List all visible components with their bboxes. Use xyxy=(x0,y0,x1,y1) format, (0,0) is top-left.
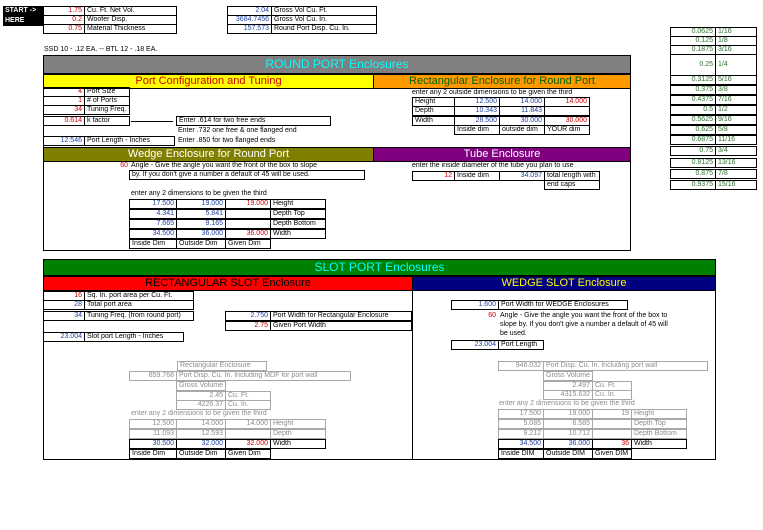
k-factor-input[interactable]: 0.614 xyxy=(43,116,85,126)
fraction-label: 5/8 xyxy=(715,125,757,135)
slot-col-inside: Inside Dim xyxy=(129,449,177,459)
fraction-label: 1/4 xyxy=(715,54,757,76)
rect-inside-cell: 10.343 xyxy=(454,106,500,116)
fraction-decimal: 0.8125 xyxy=(670,158,716,168)
fraction-decimal: 0.5625 xyxy=(670,115,716,125)
wedge-col-given: Given Dim xyxy=(225,239,271,249)
slot-inside-cell: 30.500 xyxy=(129,439,177,449)
wslot-outside-cell: 19.000 xyxy=(543,409,593,419)
wedge-port-length-label: Port Length xyxy=(498,340,544,350)
wslot-given-cell[interactable]: 19 xyxy=(592,409,632,419)
fraction-decimal: 0.6875 xyxy=(670,135,716,145)
fraction-label: 7/16 xyxy=(715,95,757,105)
start-here-badge xyxy=(3,6,43,26)
wslot-outside-cell: 10.712 xyxy=(543,429,593,439)
wslot-row-label: Depth Top xyxy=(631,419,687,429)
fraction-decimal: 0.125 xyxy=(670,36,716,46)
wedge-row-label: Width xyxy=(270,229,326,239)
slot-gross-label: Gross Volume xyxy=(176,381,226,391)
fraction-decimal: 0.375 xyxy=(670,85,716,95)
wedge-row-label: Depth Top xyxy=(270,209,326,219)
fraction-decimal: 0.75 xyxy=(670,146,716,156)
fraction-label: 1/16 xyxy=(715,27,757,37)
gross-vol-in-value: 3684.7456 xyxy=(227,15,272,25)
fraction-label: 1/8 xyxy=(715,36,757,46)
wedge-given-cell[interactable] xyxy=(225,209,271,219)
woofer-disp-input[interactable]: 0.2 xyxy=(43,15,85,25)
wedge-gross-label: Gross Volume xyxy=(543,371,593,381)
wedge-slot-title: WEDGE SLOT Enclosure xyxy=(412,276,716,291)
slot-given-cell[interactable]: 14.000 xyxy=(225,419,271,429)
wedge-given-cell[interactable]: 19.000 xyxy=(225,199,271,209)
wedge-inside-cell: 7.665 xyxy=(129,219,177,229)
fraction-decimal: 0.25 xyxy=(670,54,716,76)
rect-row-label: Depth xyxy=(412,106,455,116)
tube-length-label-2: end caps xyxy=(544,180,600,190)
wedge-disp-value: 946.032 xyxy=(498,361,544,371)
woofer-disp-label: Woofer Disp. xyxy=(84,15,177,25)
slot-given-cell[interactable] xyxy=(225,429,271,439)
rect-slot-title: RECTANGULAR SLOT Enclosure xyxy=(43,276,413,291)
port-width-value: 2.750 xyxy=(225,311,271,321)
wslot-given-cell[interactable]: 36 xyxy=(592,439,632,449)
fraction-label: 3/8 xyxy=(715,85,757,95)
slot-outside-cell: 32.000 xyxy=(176,439,226,449)
fraction-label: 7/8 xyxy=(715,169,757,179)
wedge-row-label: Height xyxy=(270,199,326,209)
fraction-label: 1/2 xyxy=(715,105,757,115)
tuning-freq-label: Tuning Freq. xyxy=(84,105,130,115)
wedge-outside-cell: 36.000 xyxy=(176,229,226,239)
slot-inside-cell: 12.500 xyxy=(129,419,177,429)
k-factor-arrow xyxy=(131,121,173,122)
tube-title: Tube Enclosure xyxy=(373,147,631,162)
wedge-port-length-value: 23.004 xyxy=(451,340,499,350)
wslot-col-given: Given DIM xyxy=(592,449,632,459)
wslot-inside-cell: 17.500 xyxy=(498,409,544,419)
slot-tuning-value: 34 xyxy=(43,311,85,321)
rect-row-label: Width xyxy=(412,116,455,126)
wedge-col-inside: Inside Dim xyxy=(129,239,177,249)
fraction-decimal: 0.9375 xyxy=(670,180,716,190)
wedge-slot-note-1: Angle - Give the angle you want the front of the box to xyxy=(500,312,668,319)
wedge-given-cell[interactable] xyxy=(225,219,271,229)
rect-round-note: enter any 2 outside dimensions to be given the third xyxy=(412,89,573,96)
wslot-given-cell[interactable] xyxy=(592,429,632,439)
given-port-width-input[interactable]: 2.75 xyxy=(225,321,271,331)
fraction-label: 13/16 xyxy=(715,158,757,168)
round-port-disp-value: 157.573 xyxy=(227,24,272,34)
fraction-label: 15/16 xyxy=(715,180,757,190)
wslot-row-label: Height xyxy=(631,409,687,419)
slot-port-title: SLOT PORT Enclosures xyxy=(43,259,716,276)
k-factor-label: k factor xyxy=(84,116,130,126)
wedge-angle-note-1: Angle - Give the angle you want the front of the box to slope xyxy=(131,162,318,169)
wslot-inside-cell: 9.212 xyxy=(498,429,544,439)
wedge-inside-cell: 4.341 xyxy=(129,209,177,219)
fraction-label: 3/16 xyxy=(715,45,757,55)
wedge-given-cell[interactable]: 36.000 xyxy=(225,229,271,239)
port-area-per-ft-input[interactable]: 16 xyxy=(43,291,85,301)
wedge-slot-note-3: be used. xyxy=(500,330,527,337)
slot-col-given: Given Dim xyxy=(225,449,271,459)
slot-gross-in-label: Cu. In. xyxy=(225,400,271,410)
wedge-gross-ft-value: 2.497 xyxy=(543,381,593,391)
wedge-gross-ft-label: Cu. Ft. xyxy=(592,381,632,391)
slot-length-value: 23.004 xyxy=(43,332,85,342)
slot-length-label: Slot port Length - Inches xyxy=(84,332,184,342)
net-volume-label: Cu. Ft. Net Vol. xyxy=(84,6,177,16)
wedge-angle-note-2: by. If you don't give a number a default of 45 will be used. xyxy=(129,170,365,180)
wedge-angle-input[interactable]: 60 xyxy=(120,162,128,169)
wslot-row-label: Depth Bottom xyxy=(631,429,687,439)
rect-col-inside: Inside dim xyxy=(454,125,500,135)
slot-disp-value: 859.768 xyxy=(129,371,177,381)
slot-inside-cell: 11.093 xyxy=(129,429,177,439)
gross-vol-ft-value: 2.04 xyxy=(227,6,272,16)
rect-inside-cell: 28.500 xyxy=(454,116,500,126)
wedge-col-outside: Outside Dim xyxy=(176,239,226,249)
port-area-per-ft-label: Sq. In. port area per Cu. Ft. xyxy=(84,291,194,301)
material-thickness-label: Material Thickness xyxy=(84,24,177,34)
tube-length-value: 34.097 xyxy=(499,171,545,181)
k-note-2: Enter .732 one free & one flanged end xyxy=(178,127,297,134)
rect-your-cell[interactable]: 14.000 xyxy=(544,97,590,107)
wedge-outside-cell: 19.000 xyxy=(176,199,226,209)
start-label: START -> xyxy=(5,7,37,14)
rect-round-title: Rectangular Enclosure for Round Port xyxy=(373,74,631,89)
rect-col-your: YOUR dim xyxy=(544,125,590,135)
net-volume-input[interactable]: 1.75 xyxy=(43,6,85,16)
k-note-3: Enter .850 for two flanged ends xyxy=(178,137,276,144)
fraction-decimal: 0.4375 xyxy=(670,95,716,105)
wslot-outside-cell: 36.000 xyxy=(543,439,593,449)
fraction-decimal: 0.625 xyxy=(670,125,716,135)
here-label: HERE xyxy=(5,17,25,24)
slot-divider xyxy=(412,289,413,460)
port-config-title: Port Configuration and Tuning xyxy=(43,74,374,89)
slot-grid-note: enter any 2 dimensions to be given the third xyxy=(131,410,267,417)
wedge-grid-note: enter any 2 dimensions to be given the third xyxy=(131,190,267,197)
rect-your-cell[interactable]: 30.000 xyxy=(544,116,590,126)
rect-your-cell[interactable] xyxy=(544,106,590,116)
round-port-disp-label: Round Port Disp. Cu. In. xyxy=(271,24,377,34)
wedge-slot-grid-note: enter any 2 dimensions to be given the third xyxy=(499,400,635,407)
wedge-round-title: Wedge Enclosure for Round Port xyxy=(43,147,374,162)
slot-tuning-label: Tuning Freq. (from round port) xyxy=(84,311,194,321)
total-port-area-value: 28 xyxy=(43,300,85,310)
wedge-slot-note-2: slope by. If you don't give a number a default of 45 will xyxy=(500,321,668,328)
wslot-col-inside: Inside DIM xyxy=(498,449,544,459)
fraction-decimal: 0.875 xyxy=(670,169,716,179)
material-thickness-input[interactable]: 0.75 xyxy=(43,24,85,34)
wslot-given-cell[interactable] xyxy=(592,419,632,429)
port-size-input[interactable]: 4 xyxy=(43,87,85,97)
tube-note: enter the inside diameter of the tube you plan to use xyxy=(412,162,574,169)
wslot-col-outside: Outside DIM xyxy=(543,449,593,459)
port-length-value: 12.546 xyxy=(43,136,85,146)
rect-enclosure-label: Rectangular Enclosure xyxy=(177,361,267,371)
total-port-area-label: Total port area xyxy=(84,300,194,310)
slot-disp-label: Port Disp. Cu. In. Including MDF for port wall xyxy=(176,371,351,381)
wslot-row-label: Width xyxy=(631,439,687,449)
slot-given-cell[interactable]: 32.000 xyxy=(225,439,271,449)
rect-col-outside: outside dim xyxy=(499,125,545,135)
wslot-inside-cell: 34.500 xyxy=(498,439,544,449)
wedge-port-width-label: Port Width for WEDGE Enclosures xyxy=(498,300,628,310)
fraction-label: 5/16 xyxy=(715,75,757,85)
slot-col-outside: Outside Dim xyxy=(176,449,226,459)
slot-row-label: Height xyxy=(270,419,326,429)
given-port-width-label: Given Port Width xyxy=(270,321,412,331)
slot-gross-ft-value: 2.45 xyxy=(176,391,226,401)
fraction-decimal: 0.5 xyxy=(670,105,716,115)
gross-vol-ft-label: Gross Vol Cu. Ft. xyxy=(271,6,377,16)
gross-vol-in-label: Gross Vol Cu. In. xyxy=(271,15,377,25)
wedge-gross-in-value: 4315.632 xyxy=(543,390,593,400)
rect-row-label: Height xyxy=(412,97,455,107)
wedge-port-width-value: 1.600 xyxy=(451,300,499,310)
slot-outside-cell: 12.593 xyxy=(176,429,226,439)
fraction-label: 11/16 xyxy=(715,135,757,145)
wedge-inside-cell: 17.500 xyxy=(129,199,177,209)
fraction-label: 9/16 xyxy=(715,115,757,125)
port-size-label: Port Size xyxy=(84,87,130,97)
wedge-row-label: Depth Bottom xyxy=(270,219,326,229)
wslot-outside-cell: 6.585 xyxy=(543,419,593,429)
wslot-inside-cell: 5.085 xyxy=(498,419,544,429)
wedge-outside-cell: 9.165 xyxy=(176,219,226,229)
wedge-gross-in-label: Cu. In. xyxy=(592,390,632,400)
rect-outside-cell: 14.000 xyxy=(499,97,545,107)
port-length-label: Port Length - Inches xyxy=(84,136,175,146)
slot-row-label: Width xyxy=(270,439,326,449)
slot-gross-in-value: 4226.37 xyxy=(176,400,226,410)
slot-outside-cell: 14.000 xyxy=(176,419,226,429)
wedge-disp-label: Port Disp. Cu. In. Including port wall xyxy=(543,361,708,371)
wedge-outside-cell: 5.841 xyxy=(176,209,226,219)
tube-length-label-1: total length with xyxy=(544,171,600,181)
rect-outside-cell: 11.843 xyxy=(499,106,545,116)
tube-diameter-label: Inside dim xyxy=(454,171,500,181)
rect-outside-cell: 30.000 xyxy=(499,116,545,126)
fraction-decimal: 0.3125 xyxy=(670,75,716,85)
tuning-freq-input[interactable]: 34 xyxy=(43,105,85,115)
round-port-title: ROUND PORT Enclosures xyxy=(43,55,631,74)
tube-diameter-input[interactable]: 12 xyxy=(412,171,455,181)
fraction-label: 3/4 xyxy=(715,146,757,156)
wedge-slot-angle-input[interactable]: 60 xyxy=(488,312,496,319)
fraction-decimal: 0.1875 xyxy=(670,45,716,55)
slot-row-label: Depth xyxy=(270,429,326,439)
rect-inside-cell: 12.500 xyxy=(454,97,500,107)
num-ports-input[interactable]: 1 xyxy=(43,96,85,106)
num-ports-label: # of Ports xyxy=(84,96,130,106)
port-width-label: Port Width for Rectangular Enclosure xyxy=(270,311,412,321)
wedge-inside-cell: 34.500 xyxy=(129,229,177,239)
driver-note: SSD 10 - .12 EA. -- BTL 12 - .18 EA. xyxy=(44,46,158,53)
fraction-decimal: 0.0625 xyxy=(670,27,716,37)
k-note-1: Enter .614 for two free ends xyxy=(176,116,331,126)
slot-gross-ft-label: Cu. Ft. xyxy=(225,391,271,401)
